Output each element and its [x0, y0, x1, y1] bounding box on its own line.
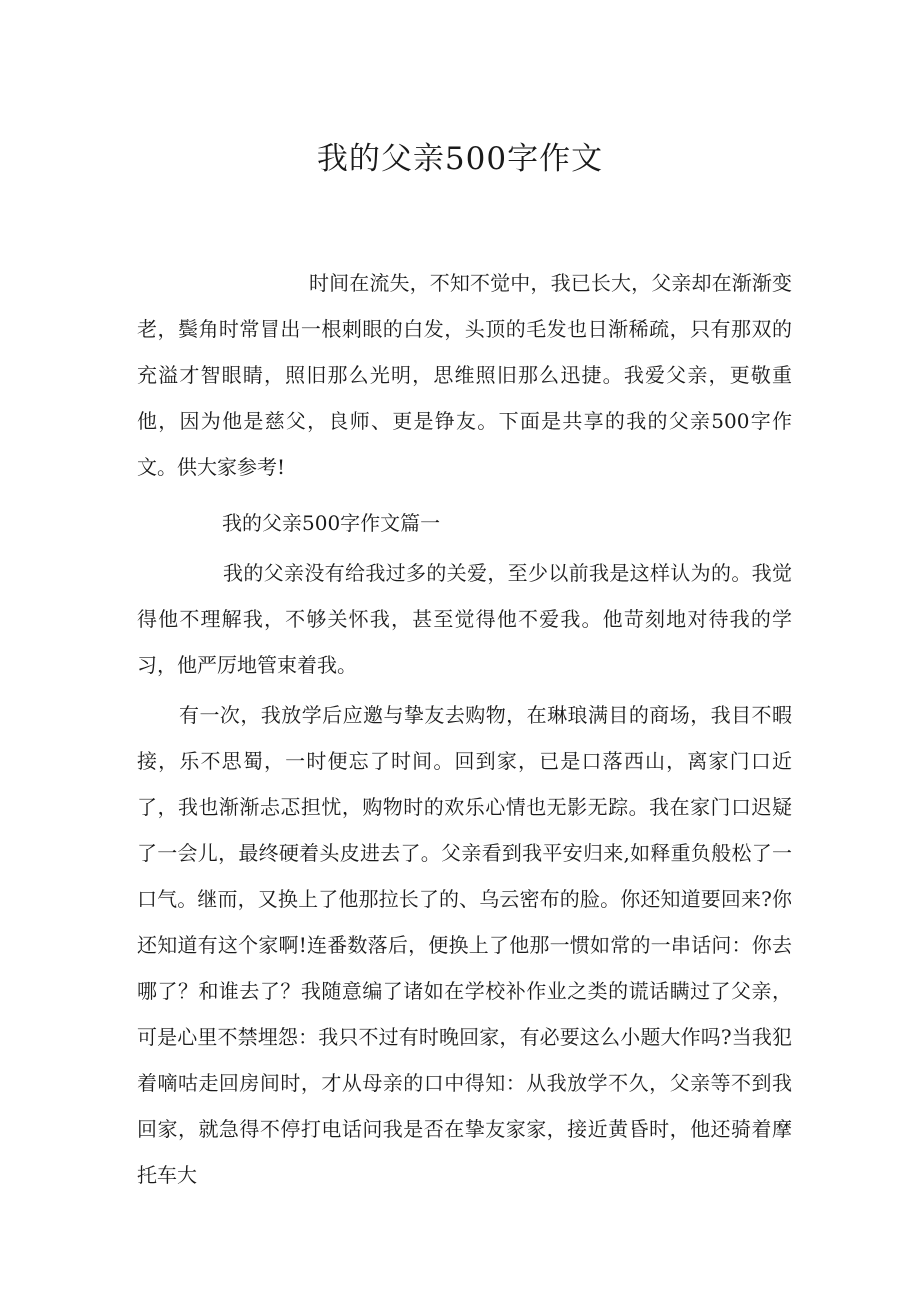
body-paragraph-1: 我的父亲没有给我过多的关爱，至少以前我是这样认为的。我觉得他不理解我，不够关怀我，甚至觉得他不爱我。他苛刻地对待我的学习，他严厉地管束着我。: [137, 561, 792, 677]
intro-paragraph: 时间在流失，不知不觉中，我已长大，父亲却在渐渐变老，鬓角时常冒出一根刺眼的白发，头顶的毛发也日渐稀疏，只有那双的充溢才智眼睛，照旧那么光明，思维照旧那么迅捷。我爱父亲，更敬重他，因为他是慈父，良师、更是铮友。下面是共享的我的父亲500字作文。供大家参考!: [137, 271, 792, 479]
document-title: 我的父亲500字作文: [316, 141, 604, 177]
section-heading: 我的父亲500字作文篇一: [222, 511, 441, 535]
body-paragraph-2: 有一次，我放学后应邀与挚友去购物，在琳琅满目的商场，我目不暇接，乐不思蜀，一时便忘了时间。回到家，已是口落西山，离家门口近了，我也渐渐忐忑担忧，购物时的欢乐心情也无影无踪。我在家门口迟疑了一会儿，最终硬着头皮进去了。父亲看到我平安归来,如释重负般松了一口气。继而，又换上了他那拉长了的、乌云密布的脸。你还知道要回来?你还知道有这个家啊!连番数落后，便换上了他那一惯如常的一串话问：你去哪了？和谁去了？我随意编了诸如在学校补作业之类的谎话瞒过了父亲，可是心里不禁埋怨：我只不过有时晚回家，有必要这么小题大作吗?当我犯着嘀咕走回房间时，才从母亲的口中得知：从我放学不久，父亲等不到我回家，就急得不停打电话问我是否在挚友家家，接近黄昏时，他还骑着摩托车大: [137, 703, 792, 1187]
